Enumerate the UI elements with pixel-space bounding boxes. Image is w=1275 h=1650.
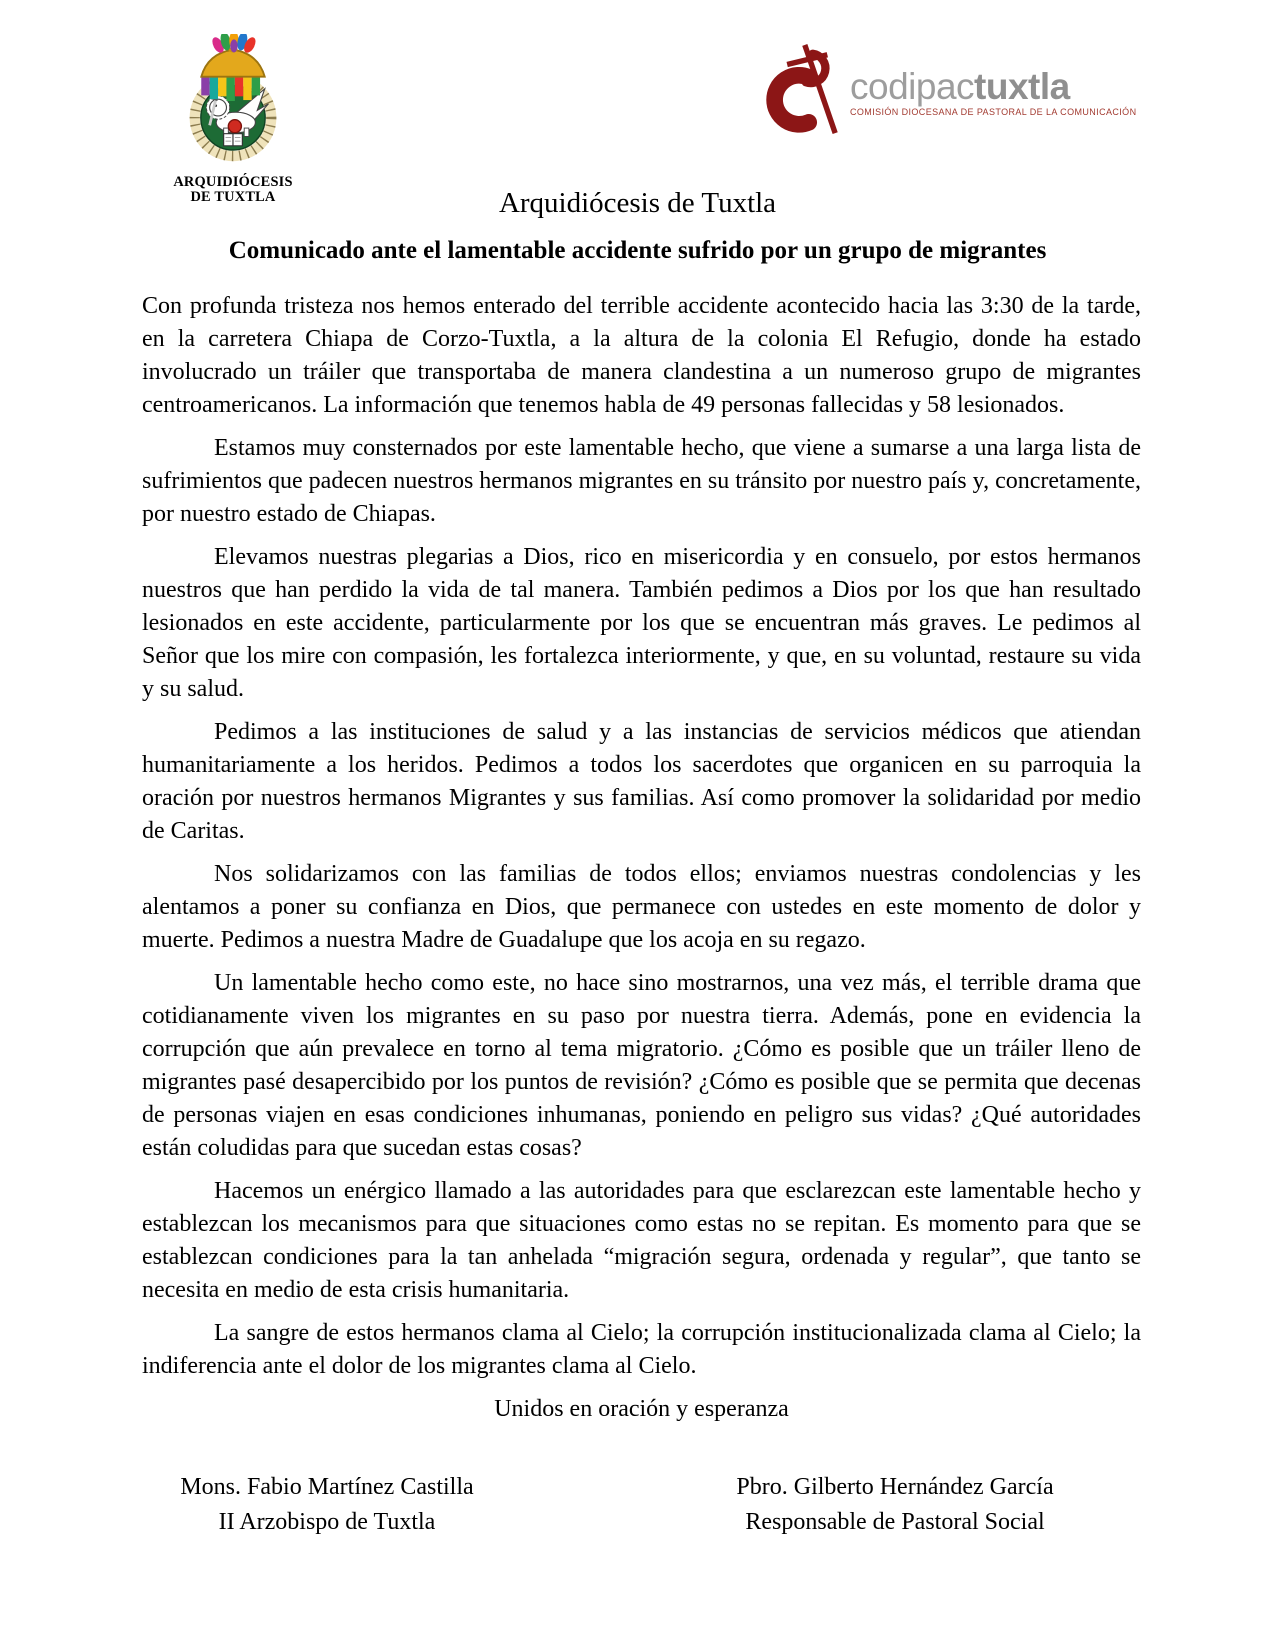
document-heading: Comunicado ante el lamentable accidente sufrido por un grupo de migrantes — [228, 237, 1047, 264]
arquidiocesis-crest-icon — [177, 34, 289, 168]
paragraph: La sangre de estos hermanos clama al Cielo; la corrupción institucionalizada clama al Cielo; la indiferencia ante el dolor de los migrantes clama al Cielo. — [142, 1320, 1141, 1379]
codipac-wordmark-light: codipac — [850, 66, 975, 107]
document-header — [0, 0, 1275, 205]
paragraph: Pedimos a las instituciones de salud y a las instancias de servicios médicos que atiendan humanitariamente a los heridos. Pedimos a todos los sacerdotes que organicen en su parroquia la oración por nuestros hermanos Migrantes y sus familias. Así como promover la solidaridad por medio de Caritas. — [142, 719, 1141, 844]
codipac-tagline: COMISIÓN DIOCESANA DE PASTORAL DE LA COMUNICACIÓN — [850, 107, 1137, 117]
arquidiocesis-logo — [166, 34, 300, 205]
paragraph: Un lamentable hecho como este, no hace sino mostrarnos, una vez más, el terrible drama que cotidianamente viven los migrantes en su paso por nuestra tierra. Además, pone en evidencia la corrupción que aún prevalece en torno al tema migratorio. ¿Cómo es posible que un tráiler lleno de migrantes pasé desapercibido por los puntos de revisión? ¿Cómo es posible que se permita que decenas de personas viajen en esas condiciones inhumanas, poniendo en peligro sus vidas? ¿Qué autoridades están coludidas para que sucedan estas cosas? — [142, 970, 1141, 1161]
signature-left — [142, 1470, 512, 1540]
codipac-wordmark — [850, 68, 1136, 106]
codipac-logo-icon — [744, 42, 846, 140]
codipac-logo — [744, 42, 1136, 140]
document-body — [142, 290, 1141, 1426]
paragraph: Hacemos un enérgico llamado a las autoridades para que esclarezcan este lamentable hecho y establezcan los mecanismos para que situaciones como estas no se repitan. Es momento para que se establezcan condiciones para la tan anhelada “migración segura, ordenada y regular”, que tanto se necesita en medio de esta crisis humanitaria. — [142, 1178, 1141, 1303]
page-title: Arquidiócesis de Tuxtla — [498, 187, 777, 219]
paragraph: Estamos muy consternados por este lamentable hecho, que viene a sumarse a una larga lista de sufrimientos que padecen nuestros hermanos migrantes en su tránsito por nuestro país y, concretamente, por nuestro estado de Chiapas. — [142, 435, 1141, 527]
signature-name: Mons. Fabio Martínez Castilla — [180, 1474, 474, 1500]
signature-right — [695, 1470, 1095, 1540]
codipac-wordmark-bold: tuxtla — [974, 66, 1070, 107]
crest-caption — [169, 175, 298, 205]
paragraph: Nos solidarizamos con las familias de todos ellos; enviamos nuestras condolencias y les alentamos a poner su confianza en Dios, que permanece con ustedes en este momento de dolor y muerte. Pedimos a nuestra Madre de Guadalupe que los acoja en su regazo. — [142, 861, 1141, 953]
paragraph: Con profunda tristeza nos hemos enterado del terrible accidente acontecido hacia las 3:30 de la tarde, en la carretera Chiapa de Corzo-Tuxtla, a la altura de la colonia El Refugio, donde ha estado involucrado un tráiler que transportaba de manera clandestina a un numeroso grupo de migrantes centroamericanos. La información que tenemos habla de 49 personas fallecidas y 58 lesionados. — [142, 293, 1141, 418]
signature-role: II Arzobispo de Tuxtla — [218, 1509, 436, 1535]
closing-line: Unidos en oración y esperanza — [494, 1396, 789, 1422]
crest-caption-line2: DE TUXTLA — [190, 189, 276, 205]
crest-caption-line1: ARQUIDIÓCESIS — [173, 174, 293, 190]
paragraph: Elevamos nuestras plegarias a Dios, rico en misericordia y en consuelo, por estos hermanos nuestros que han perdido la vida de tal manera. También pedimos a Dios por los que han resultado lesionados en este accidente, particularmente por los que se encuentran más graves. Le pedimos al Señor que los mire con compasión, les fortalezca interiormente, y que, en su voluntad, restaure su vida y su salud. — [142, 544, 1141, 702]
signature-role: Responsable de Pastoral Social — [745, 1509, 1045, 1535]
signature-block — [142, 1470, 1095, 1540]
codipac-text — [850, 68, 1136, 118]
signature-name: Pbro. Gilberto Hernández García — [736, 1474, 1054, 1500]
